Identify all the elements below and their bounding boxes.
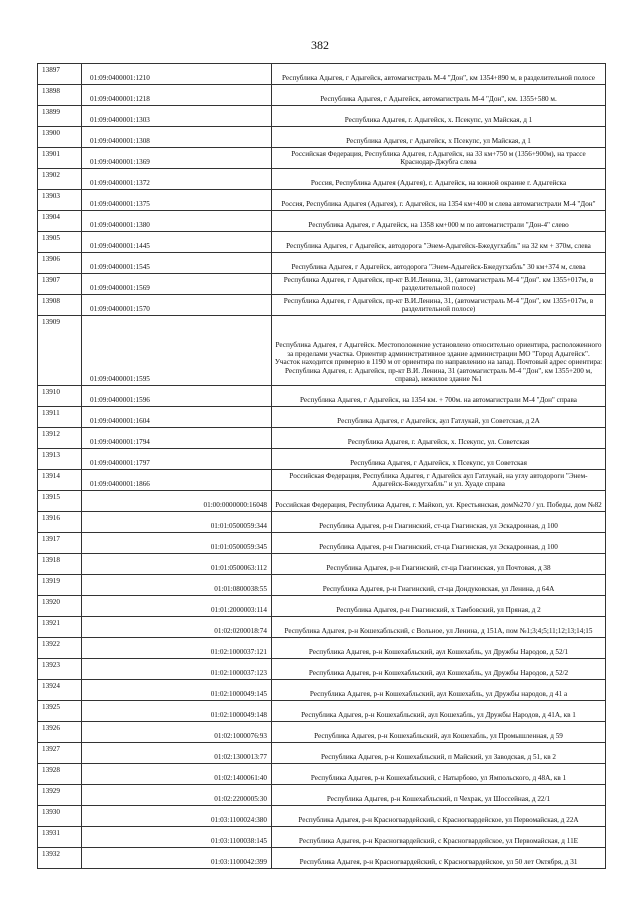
address: Республика Адыгея, р-н Кошехабльский, аул Кошехабль, ул Дружбы Народов, д 52/1 bbox=[272, 638, 606, 659]
address: Республика Адыгея, р-н Красногвардейский, с Красногвардейское, ул Первомайская, д 22А bbox=[272, 806, 606, 827]
address: Республика Адыгея, г Адыгейск, автомагистраль М-4 "Дон", км 1354+890 м, в разделительной полосе bbox=[272, 64, 606, 85]
address: Республика Адыгея, р-н Гиагинский, х Тамбовский, ул Пряная, д 2 bbox=[272, 596, 606, 617]
table-row bbox=[38, 127, 606, 148]
address: Республика Адыгея, г Адыгейск, автодорога "Энем-Адыгейск-Бжедугхабль" на 32 км + 370м, слева bbox=[272, 232, 606, 253]
cadastral-number: 01:02:1000037:121 bbox=[82, 638, 272, 659]
cadastral-number: 01:01:0500059:344 bbox=[82, 512, 272, 533]
cadastral-number: 01:09:0400001:1595 bbox=[82, 316, 272, 386]
row-number: 13911 bbox=[38, 407, 82, 428]
row-number: 13921 bbox=[38, 617, 82, 638]
table-row bbox=[38, 722, 606, 743]
cadastral-number: 01:09:0400001:1372 bbox=[82, 169, 272, 190]
row-number: 13897 bbox=[38, 64, 82, 85]
table-row bbox=[38, 701, 606, 722]
cadastral-number: 01:09:0400001:1604 bbox=[82, 407, 272, 428]
cadastral-number: 01:02:1000049:145 bbox=[82, 680, 272, 701]
cadastral-number: 01:09:0400001:1210 bbox=[82, 64, 272, 85]
row-number: 13899 bbox=[38, 106, 82, 127]
address: Российская Федерация, Республика Адыгея, г Адыгейск аул Гатлукай, на углу автодороги "Энем-Адыгейск-Бжедугхабль" и ул. Хуаде справа bbox=[272, 470, 606, 491]
row-number: 13927 bbox=[38, 743, 82, 764]
cadastral-number: 01:09:0400001:1866 bbox=[82, 470, 272, 491]
row-number: 13926 bbox=[38, 722, 82, 743]
row-number: 13909 bbox=[38, 316, 82, 386]
address: Россия, Республика Адыгея (Адыгея), г. Адыгейск, на южной окраине г. Адыгейска bbox=[272, 169, 606, 190]
table-row bbox=[38, 211, 606, 232]
table-row bbox=[38, 407, 606, 428]
table-row bbox=[38, 596, 606, 617]
address: Республика Адыгея, г Адыгейск, пр-кт В.И.Ленина, 31, (автомагистраль М-4 "Дон", км 1355+017м, в разделительной полосе) bbox=[272, 295, 606, 316]
table-row bbox=[38, 253, 606, 274]
address: Республика Адыгея, р-н Кошехабльский, п Чехрак, ул Шоссейная, д 22/1 bbox=[272, 785, 606, 806]
row-number: 13919 bbox=[38, 575, 82, 596]
row-number: 13922 bbox=[38, 638, 82, 659]
cadastral-number: 01:09:0400001:1445 bbox=[82, 232, 272, 253]
address: Республика Адыгея, р-н Гиагинский, ст-ца Гиагинская, ул Эскадронная, д 100 bbox=[272, 533, 606, 554]
table-row bbox=[38, 554, 606, 575]
table-row bbox=[38, 659, 606, 680]
row-number: 13929 bbox=[38, 785, 82, 806]
address: Республика Адыгея, р-н Кошехабльский, аул Кошехабль, ул Дружбы народов, д 41 а bbox=[272, 680, 606, 701]
cadastral-number: 01:02:1000049:148 bbox=[82, 701, 272, 722]
table-row bbox=[38, 575, 606, 596]
row-number: 13925 bbox=[38, 701, 82, 722]
row-number: 13928 bbox=[38, 764, 82, 785]
cadastral-number: 01:09:0400001:1569 bbox=[82, 274, 272, 295]
row-number: 13916 bbox=[38, 512, 82, 533]
cadastral-number: 01:09:0400001:1545 bbox=[82, 253, 272, 274]
table-row bbox=[38, 491, 606, 512]
row-number: 13924 bbox=[38, 680, 82, 701]
row-number: 13908 bbox=[38, 295, 82, 316]
address: Республика Адыгея, г Адыгейск, х Псекупс, ул Советская bbox=[272, 449, 606, 470]
address: Российская Федерация, Республика Адыгея, г.Адыгейск, на 33 км+750 м (1356+900м), на трассе Краснодар-Джубга слева bbox=[272, 148, 606, 169]
table-row bbox=[38, 295, 606, 316]
row-number: 13920 bbox=[38, 596, 82, 617]
cadastral-number: 01:03:1100038:145 bbox=[82, 827, 272, 848]
row-number: 13910 bbox=[38, 386, 82, 407]
table-row bbox=[38, 316, 606, 386]
table-row bbox=[38, 806, 606, 827]
row-number: 13923 bbox=[38, 659, 82, 680]
cadastral-number: 01:00:0000000:16048 bbox=[82, 491, 272, 512]
cadastral-number: 01:03:1100024:380 bbox=[82, 806, 272, 827]
table-row bbox=[38, 274, 606, 295]
page-number: 382 bbox=[311, 38, 329, 52]
row-number: 13915 bbox=[38, 491, 82, 512]
table-row bbox=[38, 190, 606, 211]
table-row bbox=[38, 617, 606, 638]
cadastral-number: 01:09:0400001:1369 bbox=[82, 148, 272, 169]
address: Республика Адыгея, г Адыгейск, автодорога "Энем-Адыгейск-Бжедугхабль" 30 км+374 м, слева bbox=[272, 253, 606, 274]
table-row bbox=[38, 428, 606, 449]
table-row bbox=[38, 680, 606, 701]
row-number: 13930 bbox=[38, 806, 82, 827]
table-row bbox=[38, 848, 606, 869]
address: Республика Адыгея, р-н Кошехабльский, аул Кошехабль, ул Дружбы Народов, д 41А, кв 1 bbox=[272, 701, 606, 722]
address: Республика Адыгея, г Адыгейск. Местоположение установлено относительно ориентира, расположенного за пределами участка. Ориентир административное здание администрации МО "Город Адыгейск". Участок находится примерно в 1190 м от ориентира по направлению на запад. Почтовый адрес ориентира: Республика Адыгея, г. Адыгейск, пр-кт В.И. Ленина, 31 (автомагистраль М-4 "Дон", км 1355+200 м, справа), нежилое здание №1 bbox=[272, 316, 606, 386]
cadastral-number: 01:03:1100042:399 bbox=[82, 848, 272, 869]
table-row bbox=[38, 449, 606, 470]
address: Республика Адыгея, г. Адыгейск, х. Псекупс, ул Майская, д 1 bbox=[272, 106, 606, 127]
table-row bbox=[38, 512, 606, 533]
address: Республика Адыгея, г Адыгейск, на 1358 км+000 м по автомагистрали "Дон-4" слево bbox=[272, 211, 606, 232]
row-number: 13931 bbox=[38, 827, 82, 848]
table-row bbox=[38, 638, 606, 659]
row-number: 13898 bbox=[38, 85, 82, 106]
row-number: 13904 bbox=[38, 211, 82, 232]
cadastral-number: 01:02:1000037:123 bbox=[82, 659, 272, 680]
table-row bbox=[38, 169, 606, 190]
table-row bbox=[38, 64, 606, 85]
cadastral-number: 01:09:0400001:1308 bbox=[82, 127, 272, 148]
table-row bbox=[38, 148, 606, 169]
address: Республика Адыгея, г Адыгейск, аул Гатлукай, ул Советская, д 2А bbox=[272, 407, 606, 428]
address: Республика Адыгея, р-н Кошехабльский, аул Кошехабль, ул Промышленная, д 59 bbox=[272, 722, 606, 743]
address: Республика Адыгея, р-н Красногвардейский, с Красногвардейское, ул 50 лет Октября, д 31 bbox=[272, 848, 606, 869]
row-number: 13914 bbox=[38, 470, 82, 491]
registry-body bbox=[38, 64, 606, 869]
address: Республика Адыгея, р-н Кошехабльский, с Натырбово, ул Ямпольского, д 48А, кв 1 bbox=[272, 764, 606, 785]
table-row bbox=[38, 533, 606, 554]
address: Республика Адыгея, р-н Гиагинский, ст-ца Гиагинская, ул Почтовая, д 38 bbox=[272, 554, 606, 575]
row-number: 13912 bbox=[38, 428, 82, 449]
cadastral-number: 01:09:0400001:1303 bbox=[82, 106, 272, 127]
address: Республика Адыгея, р-н Кошехабльский, аул Кошехабль, ул Дружбы Народов, д 52/2 bbox=[272, 659, 606, 680]
table-row bbox=[38, 232, 606, 253]
row-number: 13902 bbox=[38, 169, 82, 190]
cadastral-number: 01:09:0400001:1596 bbox=[82, 386, 272, 407]
row-number: 13907 bbox=[38, 274, 82, 295]
cadastral-number: 01:01:0500063:112 bbox=[82, 554, 272, 575]
cadastral-number: 01:09:0400001:1375 bbox=[82, 190, 272, 211]
table-row bbox=[38, 764, 606, 785]
address: Республика Адыгея, р-н Кошехабльский, п Майский, ул Заводская, д 51, кв 2 bbox=[272, 743, 606, 764]
address: Республика Адыгея, г Адыгейск, пр-кт В.И.Ленина, 31, (автомагистраль М-4 "Дон". км 1355+017м, в разделительной полосе) bbox=[272, 274, 606, 295]
cadastral-number: 01:02:2200005:30 bbox=[82, 785, 272, 806]
cadastral-number: 01:01:2000003:114 bbox=[82, 596, 272, 617]
table-row bbox=[38, 470, 606, 491]
table-row bbox=[38, 106, 606, 127]
address: Республика Адыгея, р-н Гиагинский, ст-ца Гиагинская, ул Эскадронная, д 100 bbox=[272, 512, 606, 533]
table-row bbox=[38, 827, 606, 848]
address: Республика Адыгея, г Адыгейск, х Псекупс, ул Майская, д 1 bbox=[272, 127, 606, 148]
address: Республика Адыгея, р-н Красногвардейский, с Красногвардейское, ул Первомайская, д 11Е bbox=[272, 827, 606, 848]
address: Республика Адыгея, г Адыгейск, на 1354 км. + 700м. на автомагистрали М-4 "Дон" справа bbox=[272, 386, 606, 407]
table-row bbox=[38, 85, 606, 106]
address: Республика Адыгея, р-н Гиагинский, ст-ца Дондуковская, ул Ленина, д 64А bbox=[272, 575, 606, 596]
cadastral-number: 01:09:0400001:1570 bbox=[82, 295, 272, 316]
row-number: 13918 bbox=[38, 554, 82, 575]
table-row bbox=[38, 386, 606, 407]
cadastral-number: 01:02:1300013:77 bbox=[82, 743, 272, 764]
row-number: 13903 bbox=[38, 190, 82, 211]
row-number: 13917 bbox=[38, 533, 82, 554]
cadastral-number: 01:09:0400001:1794 bbox=[82, 428, 272, 449]
row-number: 13906 bbox=[38, 253, 82, 274]
address: Республика Адыгея, г. Адыгейск, х. Псекупс, ул. Советская bbox=[272, 428, 606, 449]
cadastral-number: 01:09:0400001:1218 bbox=[82, 85, 272, 106]
table-row bbox=[38, 785, 606, 806]
registry-table bbox=[37, 63, 606, 869]
row-number: 13905 bbox=[38, 232, 82, 253]
address: Россия, Республика Адыгея (Адыгея), г. Адыгейск, на 1354 км+400 м слева автомагистрали М-4 "Дон" bbox=[272, 190, 606, 211]
cadastral-number: 01:02:0200018:74 bbox=[82, 617, 272, 638]
address: Российская Федерация, Республика Адыгея, г. Майкоп, ул. Крестьянская, дом№270 / ул. Победы, дом №82 bbox=[272, 491, 606, 512]
row-number: 13900 bbox=[38, 127, 82, 148]
row-number: 13932 bbox=[38, 848, 82, 869]
cadastral-number: 01:01:0800038:55 bbox=[82, 575, 272, 596]
row-number: 13913 bbox=[38, 449, 82, 470]
cadastral-number: 01:09:0400001:1380 bbox=[82, 211, 272, 232]
cadastral-number: 01:09:0400001:1797 bbox=[82, 449, 272, 470]
address: Республика Адыгея, г Адыгейск, автомагистраль М-4 "Дон", км. 1355+580 м. bbox=[272, 85, 606, 106]
row-number: 13901 bbox=[38, 148, 82, 169]
address: Республика Адыгея, р-н Кошехабльский, с Вольное, ул Ленина, д 151А, пом №1;3;4;5;11;12;13;14;15 bbox=[272, 617, 606, 638]
table-row bbox=[38, 743, 606, 764]
cadastral-number: 01:02:1000076:93 bbox=[82, 722, 272, 743]
cadastral-number: 01:02:1400061:40 bbox=[82, 764, 272, 785]
cadastral-number: 01:01:0500059:345 bbox=[82, 533, 272, 554]
